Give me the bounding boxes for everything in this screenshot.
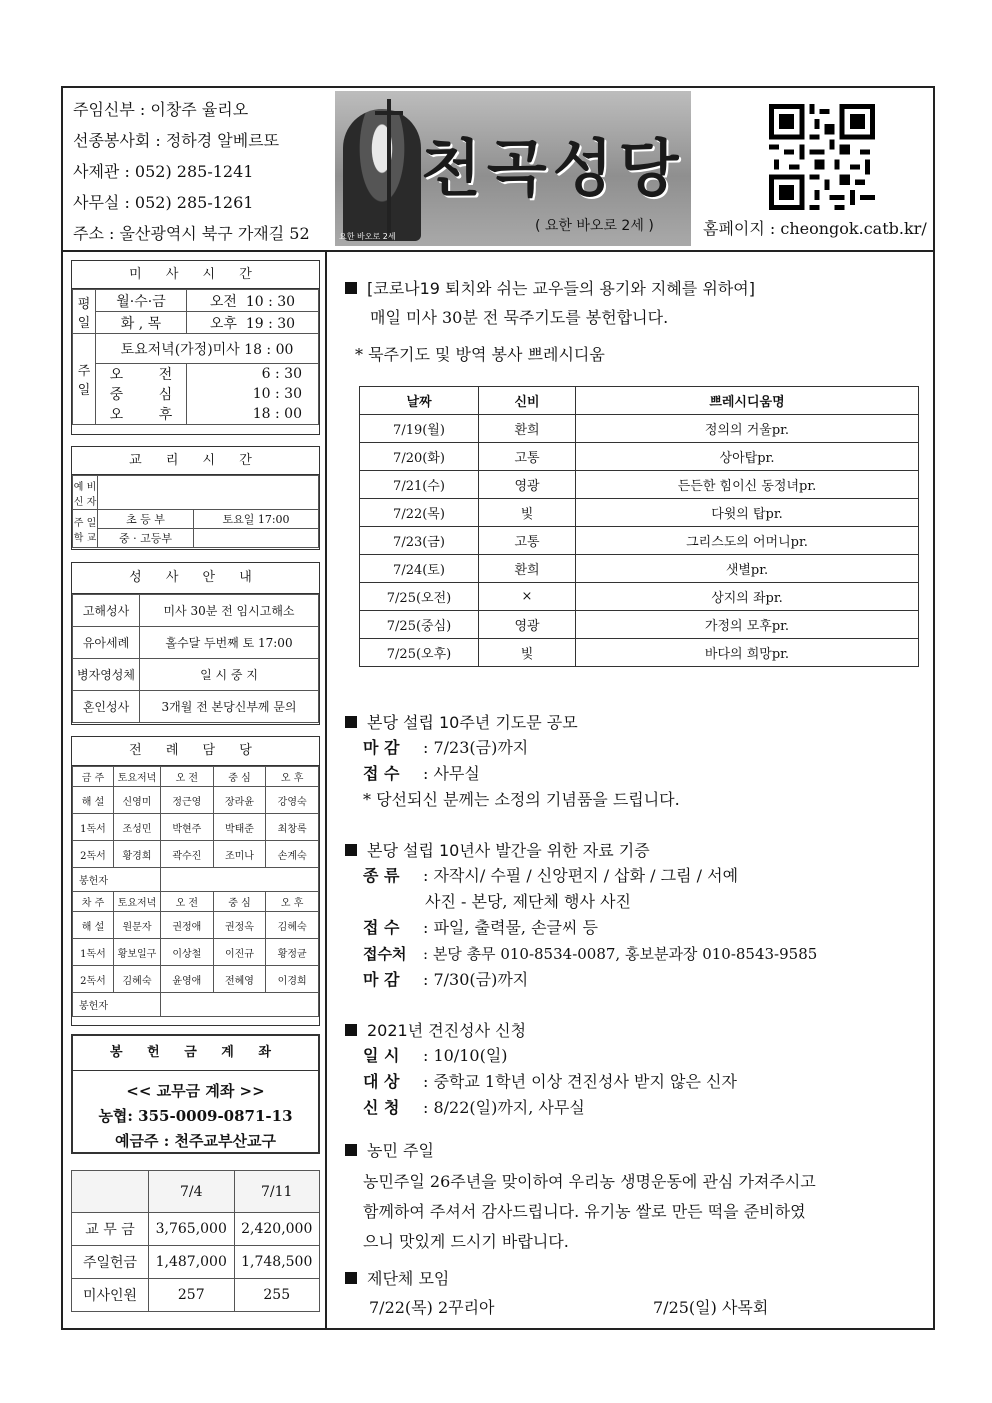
covid-line: 매일 미사 30분 전 묵주기도를 봉헌합니다. (370, 308, 669, 327)
table-row: 해 설 원문자 권정애 권정옥 김혜숙 (73, 912, 319, 939)
prayer-contest-title: 본당 설립 10주년 기도문 공모 (367, 713, 578, 732)
table-row: 7/21(수) 영광 든든한 힘이신 동정녀pr. (360, 471, 919, 499)
sunday-mass-label: 중 심 (96, 384, 187, 404)
offering-account-title: 봉 헌 금 계 좌 (73, 1036, 318, 1071)
table-row: 7/19(월) 환희 정의의 거울pr. (360, 415, 919, 443)
sacrament-name: 고해성사 (73, 595, 140, 627)
liturgy-roster-box (71, 736, 320, 1026)
prayer-contest-note: * 당선되신 분께는 소정의 기념품을 드립니다. (363, 790, 680, 809)
table-row: 날짜 신비 쁘레시디움명 (360, 387, 919, 415)
table-row: 7/25(중심) 영광 가정의 모후pr. (360, 611, 919, 639)
table-row: 교 무 금 3,765,000 2,420,000 (72, 1213, 320, 1246)
mass-times-box (71, 260, 320, 435)
catechumen-label: 예 비 신 자 (73, 476, 98, 510)
table-row: 미사인원 257 255 (72, 1279, 320, 1312)
parish-name: 천곡성당 (421, 132, 685, 205)
weekday-label: 평일 (73, 290, 96, 334)
table-row: 7/25(오후) 빛 바다의 희망pr. (360, 639, 919, 667)
cross-staff-icon (387, 99, 391, 239)
liturgy-title: 전 례 담 당 (72, 737, 319, 766)
table-row (72, 1171, 320, 1213)
square-bullet-icon (345, 844, 357, 856)
table-row: 봉헌자 (73, 993, 319, 1017)
catechism-table (72, 475, 319, 548)
qr-code-icon[interactable] (769, 104, 875, 210)
mass-times-table (72, 289, 319, 425)
square-bullet-icon (345, 1272, 357, 1284)
sacrament-info: 3개월 전 본당신부께 문의 (140, 691, 319, 723)
table-row: 차 주 토요저녁 오 전 중 심 오 후 (73, 892, 319, 912)
table-row: 7/20(화) 고통 상아탑pr. (360, 443, 919, 471)
parish-contact-info (73, 94, 310, 249)
pope-figure-image (343, 109, 421, 241)
groups-title: 제단체 모임 (367, 1269, 450, 1288)
history-donation-notice: 본당 설립 10년사 발간을 위한 자료 기증 종 류 : 자작시/ 수필 / 신앙편지 / 삽화 / 그림 / 서예 사진 - 본당, 제단체 행사 사진 접 수 : 파일, 출력물, 손글씨 등 접수처 : 본당 총무 010-8534-0087, 홍보분과장 010-8543-9585 마 감 : 7/30(금)까지 (345, 838, 817, 993)
square-bullet-icon (345, 1024, 357, 1036)
account-number: 농협: 355-0009-0871-13 (98, 1107, 293, 1125)
finance-table (71, 1170, 320, 1312)
sunday-mass-time: 18 : 00 (187, 404, 319, 425)
middle-school-label: 중 · 고등부 (98, 529, 194, 548)
catechism-title: 교 리 시 간 (72, 447, 319, 475)
elementary-time: 토요일 17:00 (194, 510, 319, 529)
covid-title: [코로나19 퇴치와 쉬는 교우들의 용기와 지혜를 위하여] (367, 279, 755, 298)
sacraments-box (71, 562, 320, 725)
sacrament-info: 미사 30분 전 임시고해소 (140, 595, 319, 627)
farmers-title: 농민 주일 (367, 1141, 434, 1160)
homepage-link[interactable]: 홈페이지 : cheongok.catb.kr/ (703, 219, 927, 238)
sacrament-info: 홀수달 두번째 토 17:00 (140, 627, 319, 659)
sunday-mass-label: 오 후 (96, 404, 187, 425)
rosary-title: * 묵주기도 및 방역 봉사 쁘레시디움 (355, 345, 605, 364)
weekday-time: 오후 19 : 30 (187, 312, 319, 334)
table-row: 2독서 김혜숙 윤영애 전혜영 이경희 (73, 966, 319, 993)
table-row: 7/24(토) 환희 샛별pr. (360, 555, 919, 583)
finance-table-box (71, 1170, 320, 1314)
bulletin-frame (61, 86, 935, 1330)
sacraments-table (72, 594, 319, 723)
sacraments-title: 성 사 안 내 (72, 563, 319, 594)
table-row: 1독서 황보일구 이상철 이진규 황정균 (73, 939, 319, 966)
column-divider (325, 250, 327, 1328)
table-row: 1독서 조성민 박현주 박태준 최창록 (73, 814, 319, 841)
square-bullet-icon (345, 1144, 357, 1156)
patron-saint: ( 요한 바오로 2세 ) (535, 218, 654, 234)
finance-col-header: 7/4 (149, 1171, 235, 1213)
confirmation-title: 2021년 견진성사 신청 (367, 1021, 527, 1040)
banner-caption: 요한 바오로 2세 (339, 232, 396, 241)
parish-banner (335, 91, 691, 246)
weekday-days: 월·수·금 (96, 290, 187, 312)
table-row: 봉헌자 (73, 868, 319, 892)
sunday-school-label: 주 일 학 교 (73, 510, 98, 548)
account-holder: 예금주 : 천주교부산교구 (115, 1132, 276, 1150)
sacrament-info: 일 시 중 지 (140, 659, 319, 691)
sacrament-name: 유아세례 (73, 627, 140, 659)
group-meetings-notice: 제단체 모임 7/22(목) 2꾸리아 7/25(일) 사목회 (345, 1266, 905, 1319)
sunday-label: 주일 (73, 334, 96, 425)
weekday-days: 화 , 목 (96, 312, 187, 334)
saturday-mass: 토요저녁(가정)미사 18 : 00 (96, 334, 319, 364)
weekday-time: 오전 10 : 30 (187, 290, 319, 312)
table-row: 2독서 황경희 곽수진 조미나 손계숙 (73, 841, 319, 868)
table-row: 7/25(오전) × 상지의 좌pr. (360, 583, 919, 611)
finance-col-header: 7/11 (234, 1171, 320, 1213)
rosary-schedule-table (359, 386, 919, 667)
square-bullet-icon (345, 282, 357, 294)
council-line: 선종봉사회 : 정하경 알베르또 (73, 131, 280, 150)
table-row: 해 설 신영미 정근영 장라윤 강영숙 (73, 787, 319, 814)
header-divider (63, 250, 933, 252)
mass-times-title: 미 사 시 간 (72, 261, 319, 289)
catechism-box (71, 446, 320, 550)
sunday-mass-time: 6 : 30 (187, 364, 319, 385)
table-row: 7/23(금) 고통 그리스도의 어머니pr. (360, 527, 919, 555)
address-line: 주소 : 울산광역시 북구 가재길 52 (73, 224, 310, 243)
elementary-label: 초 등 부 (98, 510, 194, 529)
sunday-mass-label: 오 전 (96, 364, 187, 385)
sacrament-name: 혼인성사 (73, 691, 140, 723)
table-row: 7/22(목) 빛 다윗의 탑pr. (360, 499, 919, 527)
square-bullet-icon (345, 716, 357, 728)
office-phone: 사무실 : 052) 285-1261 (73, 193, 254, 212)
liturgy-table (72, 766, 319, 1017)
confirmation-notice: 2021년 견진성사 신청 일 시 : 10/10(일) 대 상 : 중학교 1학년 이상 견진성사 받지 않은 신자 신 청 : 8/22(일)까지, 사무실 (345, 1018, 737, 1121)
covid-notice (345, 276, 755, 328)
pastor-line: 주임신부 : 이창주 율리오 (73, 100, 249, 119)
sacrament-name: 병자영성체 (73, 659, 140, 691)
sunday-mass-time: 10 : 30 (187, 384, 319, 404)
table-row: 주일헌금 1,487,000 1,748,500 (72, 1246, 320, 1279)
prayer-contest-notice: 본당 설립 10주년 기도문 공모 마 감 : 7/23(금)까지 접 수 : 사무실 * 당선되신 분께는 소정의 기념품을 드립니다. (345, 710, 680, 813)
farmers-sunday-notice: 농민 주일 농민주일 26주년을 맞이하여 우리농 생명운동에 관심 가져주시고 함께하여 주셔서 감사드립니다. 유기농 쌀로 만든 떡을 준비하였 으니 맛있게 드시기 바랍니다. (345, 1138, 816, 1257)
account-heading: << 교무금 계좌 >> (126, 1082, 265, 1100)
history-title: 본당 설립 10년사 발간을 위한 자료 기증 (367, 841, 650, 860)
table-row: 금 주 토요저녁 오 전 중 심 오 후 (73, 767, 319, 787)
offering-account-box (71, 1034, 320, 1154)
rectory-phone: 사제관 : 052) 285-1241 (73, 162, 254, 181)
